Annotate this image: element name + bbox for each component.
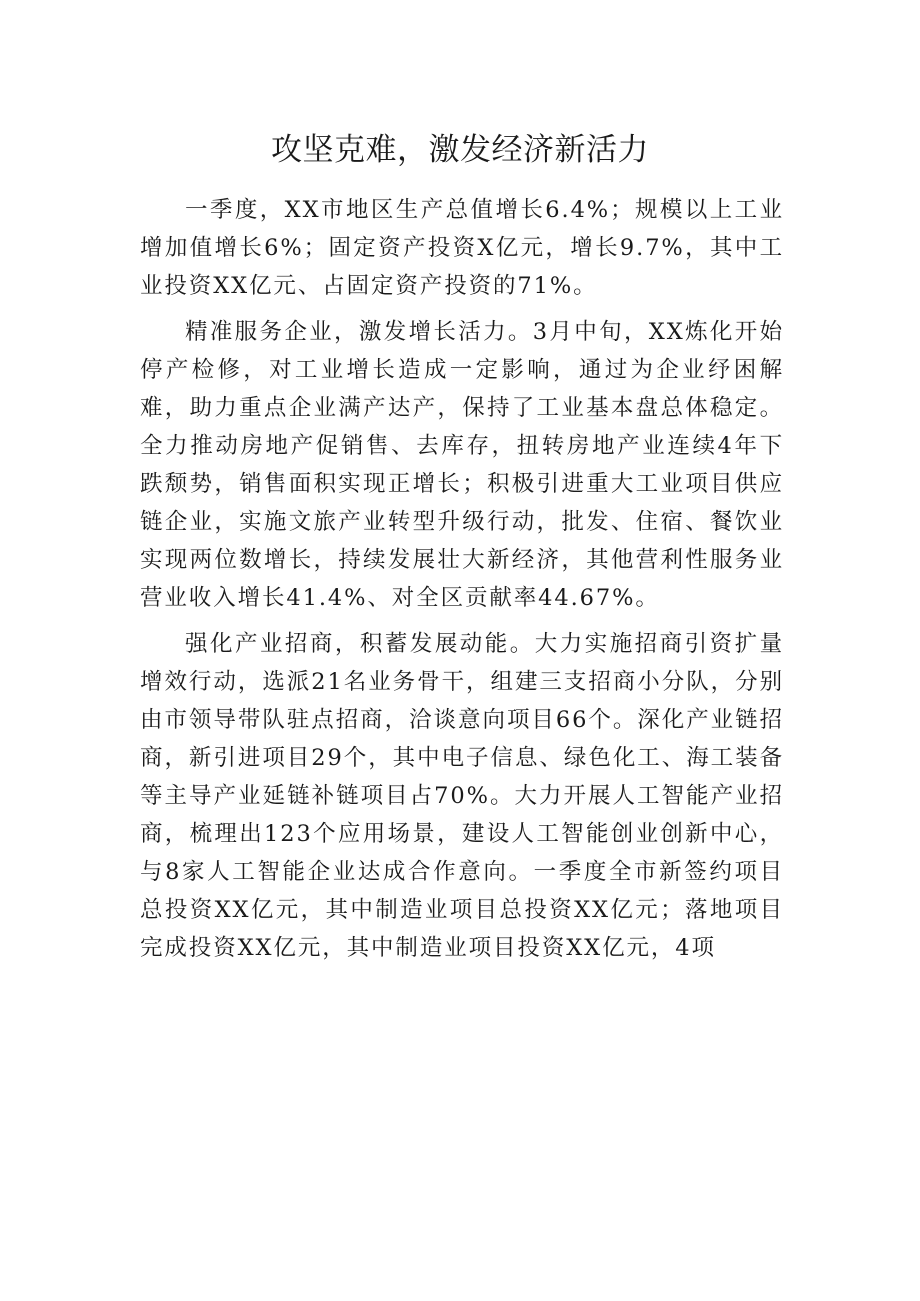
paragraph-industry-investment: 强化产业招商，积蓄发展动能。大力实施招商引资扩量增效行动，选派21名业务骨干，组建三支招商小分队，分别由市领导带队驻点招商，洽谈意向项目66个。深化产业链招商，新引进项目29个，其中电子信息、绿色化工、海工装备等主导产业延链补链项目占70%。大力开展人工智能产业招商，梳理出123个应用场景，建设人工智能创业创新中心，与8家人工智能企业达成合作意向。一季度全市新签约项目总投资XX亿元，其中制造业项目总投资XX亿元；落地项目完成投资XX亿元，其中制造业项目投资XX亿元，4项 [140, 631, 784, 961]
document-title: 攻坚克难，激发经济新活力 [271, 132, 649, 168]
document-body [140, 191, 784, 967]
paragraph-summary: 一季度，XX市地区生产总值增长6.4%；规模以上工业增加值增长6%；固定资产投资X亿元，增长9.7%，其中工业投资XX亿元、占固定资产投资的71%。 [140, 197, 784, 299]
paragraph-enterprise-service: 精准服务企业，激发增长活力。3月中旬，XX炼化开始停产检修，对工业增长造成一定影响，通过为企业纾困解难，助力重点企业满产达产，保持了工业基本盘总体稳定。全力推动房地产促销售、去库存，扭转房地产业连续4年下跌颓势，销售面积实现正增长；积极引进重大工业项目供应链企业，实施文旅产业转型升级行动，批发、住宿、餐饮业实现两位数增长，持续发展壮大新经济，其他营利性服务业营业收入增长41.4%、对全区贡献率44.67%。 [140, 319, 784, 611]
